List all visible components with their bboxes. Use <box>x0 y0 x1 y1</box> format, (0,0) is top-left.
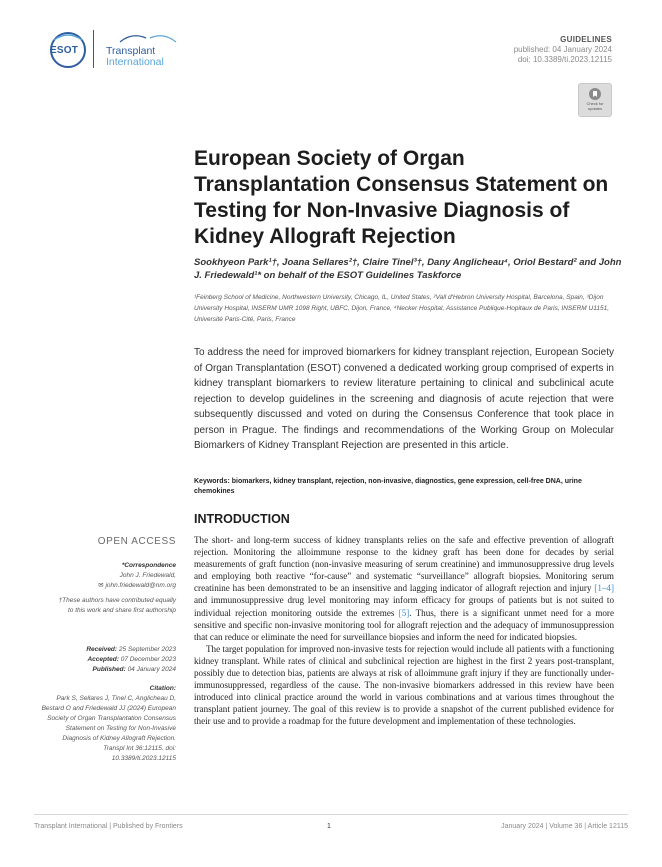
published-side-date: 04 January 2024 <box>127 666 176 673</box>
affiliations: ¹Feinberg School of Medicine, Northwestern University, Chicago, IL, United States, ²Vall d'Hebron University Hospital, Barcelona, Spain, ³Dijon University Hospital, INSERM UMR 1098 Right, UBFC, Dijon, France, ⁴Necker Hospital, Assistance Publique-Hopitaux de Paris, INSERM U1151, Université Paris-Cité, Paris, France <box>194 294 609 323</box>
email-icon: ✉ <box>98 582 106 589</box>
abstract: To address the need for improved biomarkers for kidney transplant rejection, European Society of Organ Transplantation (ESOT) convened a dedicated working group comprised of experts in kidney transplant biomarkers to review literature pertaining to clinical and subclinical acute rejection to develop guidelines in the screening and diagnosis of acute rejection that were subsequently discussed and voted on during the Consensus Conference that took place in person in Prague. The findings and recommendations of the Working Group on Molecular Biomarkers of Kidney Transplant Rejection are presented in this article. <box>194 347 614 451</box>
correspondence-email[interactable] <box>40 581 176 591</box>
bookmark-icon <box>588 87 602 101</box>
article-meta <box>514 35 612 65</box>
logo-divider <box>93 30 94 68</box>
received-label: Received: <box>86 646 118 653</box>
intro-body <box>194 534 614 728</box>
accepted-row <box>40 655 176 665</box>
correspondence-name: John J. Friedewald, <box>119 572 176 579</box>
page-number: 1 <box>327 823 331 830</box>
citation-link-1-4[interactable]: [1–4] <box>594 583 614 594</box>
published-row <box>40 665 176 675</box>
logo-esot-text: ESOT <box>50 45 79 56</box>
doi-link[interactable]: doi: 10.3389/ti.2023.12115 <box>517 55 612 64</box>
article-title: European Society of Organ Transplantation Consensus Statement on Testing for Non-Invasive Diagnosis of Kidney Allograft Rejection <box>194 147 609 248</box>
email-text: john.friedewald@nm.org <box>105 582 176 589</box>
intro-paragraph-2: The target population for improved non-invasive tests for rejection would include all patients with a functioning kidney transplant. While rates of clinical and subclinical rejection are highest in the first 2 years post-transplant, possibly due to detection bias, patients are always at risk of alloimmune graft injury if they are functionally under-immunosuppressed, regardless of the cause. The non-invasive biomarkers addressed in this review have been introduced into clinical practice around the world in various combinations and at various times throughout the transplant patient journey. The goal of this review is to provide a snapshot of the current published evidence for their use and to provide a roadmap for the future development and implementation of these technologies. <box>194 643 614 727</box>
keywords-label: Keywords: <box>194 478 230 485</box>
logo-international: International <box>106 56 164 68</box>
keywords <box>194 477 614 497</box>
accepted-date: 07 December 2023 <box>120 656 176 663</box>
equal-contribution-note: †These authors have contributed equally to this work and share first authorship <box>58 597 176 614</box>
badge-label: Check for updates <box>586 101 604 111</box>
footer-journal: Transplant International | Published by Frontiers <box>34 823 183 830</box>
keywords-list: biomarkers, kidney transplant, rejection, non-invasive, diagnostics, gene expression, cell-free DNA, urine chemokines <box>194 478 582 495</box>
correspondence-label: *Correspondence <box>121 562 176 569</box>
intro-p1-text-a: The short- and long-term success of kidney transplants relies on the safe and effective prevention of allograft rejection. Monitoring the alloimmune response to the kidney graft has been done for decades by serial measurements of graft function (non-invasive measuring of serum creatinine) and immunosuppressive drug levels and employing both reactive “for-cause” and systematic “surveillance” allograft biopsies. Monitoring serum creatinine has been demonstrated to be an insensitive and lagging indicator of allograft rejection and injury <box>194 535 614 594</box>
open-access-label: OPEN ACCESS <box>97 536 176 547</box>
logo-transplant: Transplant <box>106 45 156 57</box>
intro-p1-text-b: and immunosuppressive drug level monitoring may inform efficacy for groups of patients but is not suited to individual rejection monitoring outside the extremes <box>194 595 614 618</box>
footer-issue: January 2024 | Volume 36 | Article 12115 <box>501 823 628 830</box>
author-list: Sookhyeon Park¹†, Joana Sellares²†, Claire Tinel³†, Dany Anglicheau⁴, Oriol Bestard² and John J. Friedewald¹* on behalf of the ESOT Guidelines Taskforce <box>194 257 622 281</box>
received-row <box>40 645 176 655</box>
correspondence <box>40 561 176 591</box>
published-label: Published: <box>92 666 126 673</box>
hands-icon <box>118 30 178 44</box>
intro-heading: INTRODUCTION <box>194 512 290 526</box>
intro-paragraph-1 <box>194 534 614 643</box>
citation-link-5[interactable]: [5] <box>398 607 410 618</box>
dates-block <box>40 645 176 675</box>
check-for-updates-badge[interactable] <box>578 83 612 117</box>
accepted-label: Accepted: <box>87 656 119 663</box>
citation-label: Citation: <box>149 685 176 692</box>
intro-p1-text-c: . Thus, there is a significant unmet need for a more sensitive and specific non-invasive monitoring tool for allograft rejection and the adequacy of immunosuppression that can reduce or eliminate the need for surveillance biopsies and inform the need for indicated biopsies. <box>194 607 614 642</box>
journal-logo[interactable] <box>48 30 198 70</box>
section-label: GUIDELINES <box>560 35 612 44</box>
citation-block <box>40 684 176 764</box>
received-date: 25 September 2023 <box>118 646 176 653</box>
published-date: published: 04 January 2024 <box>513 45 612 54</box>
citation-text: Park S, Sellares J, Tinel C, Anglicheau D, Bestard O and Friedewald JJ (2024) European Society of Organ Transplantation Consensus Statement on Testing for Non-Invasive Diagnosis of Kidney Allograft Rejection. Transpl Int 36:12115. doi: 10.3389/ti.2023.12115 <box>41 695 176 762</box>
footer-divider <box>34 814 628 815</box>
